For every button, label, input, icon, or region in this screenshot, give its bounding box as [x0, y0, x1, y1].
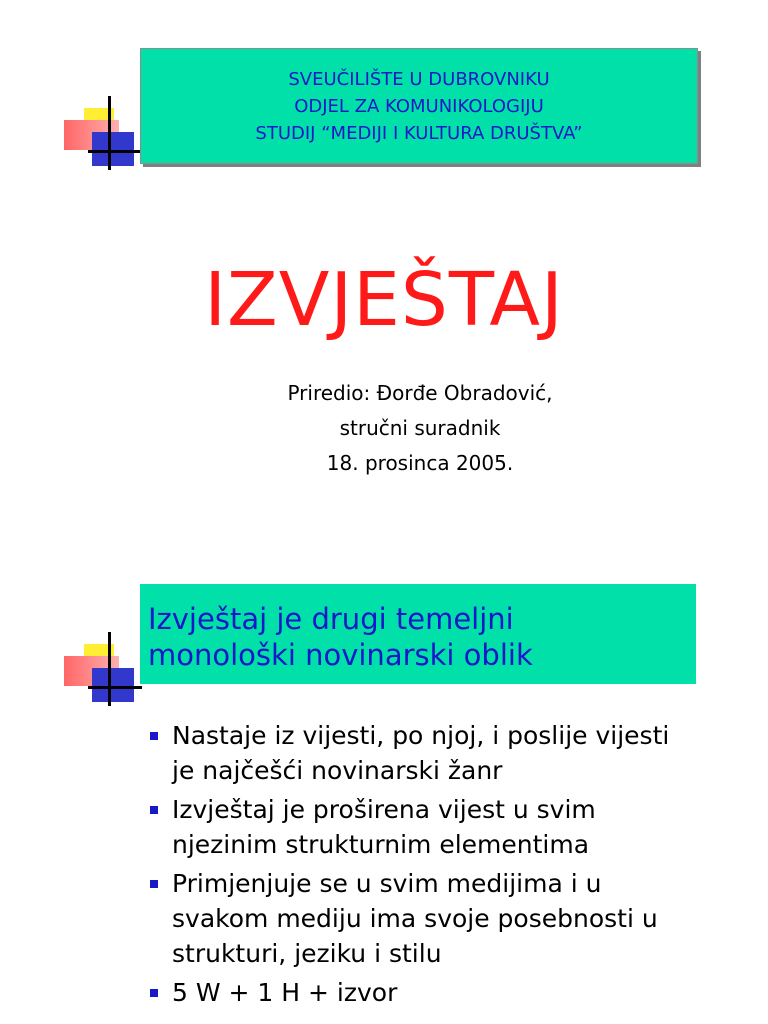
author-block [0, 376, 768, 481]
square-bullet-icon [150, 732, 158, 740]
list-item [146, 792, 706, 862]
author-name: Priredio: Đorđe Obradović, [287, 381, 553, 405]
horizontal-line [88, 150, 142, 153]
list-item-line: Nastaje iz vijesti, po njoj, i poslije vijesti [172, 721, 670, 750]
list-item-line: 5 W + 1 H + izvor [172, 978, 398, 1007]
author-role: stručni suradnik [339, 416, 501, 440]
bullet-list [146, 718, 706, 1014]
list-item-line: strukturi, jeziku i stilu [172, 939, 442, 968]
square-bullet-icon [150, 989, 158, 997]
institution-line-3: STUDIJ “MEDIJI I KULTURA DRUŠTVA” [255, 122, 583, 144]
section-heading-banner [140, 584, 696, 684]
list-item [146, 866, 706, 971]
blue-square-shape [92, 668, 134, 702]
vertical-line [108, 96, 111, 170]
list-item-line: Primjenjuje se u svim medijima i u [172, 869, 602, 898]
list-item [146, 975, 706, 1010]
decorative-blocks-icon [64, 632, 144, 762]
list-item-line: je najčešći novinarski žanr [172, 756, 503, 785]
section-heading-line-1: Izvještaj je drugi temeljni [148, 602, 514, 636]
list-item-line: svakom mediju ima svoje posebnosti u [172, 904, 658, 933]
institution-line-2: ODJEL ZA KOMUNIKOLOGIJU [294, 95, 544, 117]
list-item [146, 718, 706, 788]
section-heading-line-2: monološki novinarski oblik [148, 638, 533, 672]
list-item-line: Izvještaj je proširena vijest u svim [172, 795, 596, 824]
page-title: IZVJEŠTAJ [204, 257, 564, 343]
author-date: 18. prosinca 2005. [326, 451, 514, 475]
decorative-blocks-icon [64, 96, 144, 226]
blue-square-shape [92, 132, 134, 166]
vertical-line [108, 632, 111, 706]
institution-line-1: SVEUČILIŠTE U DUBROVNIKU [288, 68, 550, 90]
horizontal-line [88, 686, 142, 689]
square-bullet-icon [150, 806, 158, 814]
list-item-line: njezinim strukturnim elementima [172, 830, 590, 859]
square-bullet-icon [150, 880, 158, 888]
institution-banner [140, 48, 698, 164]
